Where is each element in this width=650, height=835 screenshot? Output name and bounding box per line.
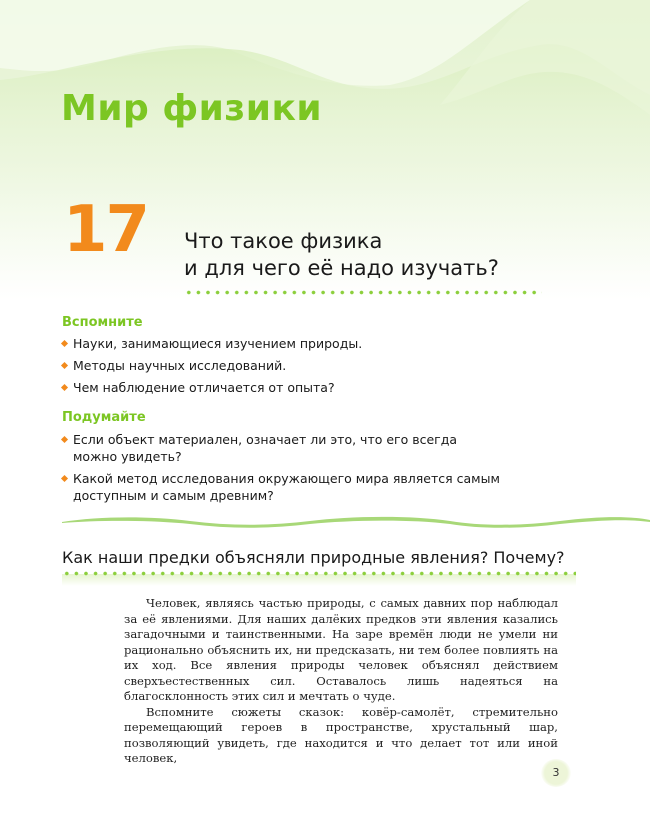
remember-heading: Вспомните	[62, 315, 143, 330]
think-list	[62, 431, 502, 509]
list-item: Чем наблюдение отличается от опыта?	[62, 379, 502, 396]
paragraph-title	[184, 228, 499, 282]
dotted-divider	[62, 571, 576, 576]
body-paragraph: Человек, являясь частью природы, с самых давних пор наблюдал за её явлениями. Для наших далёких предков эти явления казались загадочными и таинственными. На заре времён люди не умели ни рационально объяснить их, ни предсказать, ни тем более повлиять на их ход. Все явления природы человек объяснял действием сверхъестественных сил. Оставалось лишь надеяться на благосклонность этих сил и мечтать о чуде.	[124, 596, 558, 703]
list-item: Науки, занимающиеся изучением природы.	[62, 335, 502, 352]
diamond-bullet-icon	[61, 362, 68, 369]
diamond-bullet-icon	[61, 475, 68, 482]
body-paragraph: Вспомните сюжеты сказок: ковёр-самолёт, стремительно перемещающий героев в пространстве, хрустальный шар, позволяющий увидеть, где находится и что делает тот или иной человек,	[124, 704, 558, 765]
paragraph-number: 17	[63, 193, 149, 267]
list-item: Если объект материален, означает ли это, что его всегда можно увидеть?	[62, 431, 502, 465]
list-item: Методы научных исследований.	[62, 357, 502, 374]
dotted-divider	[184, 290, 542, 295]
page-number: 3	[541, 759, 571, 787]
diamond-bullet-icon	[61, 384, 68, 391]
paragraph-title-line-1: Что такое физика	[184, 229, 383, 253]
diamond-bullet-icon	[61, 436, 68, 443]
wavy-divider	[60, 512, 650, 532]
think-heading: Подумайте	[62, 410, 146, 425]
remember-list	[62, 335, 502, 401]
section-title: Мир физики	[61, 88, 323, 129]
list-item: Какой метод исследования окружающего мира является самым доступным и самым древним?	[62, 470, 502, 504]
diamond-bullet-icon	[61, 340, 68, 347]
subsection-heading: Как наши предки объясняли природные явления? Почему?	[62, 548, 565, 567]
body-text	[124, 596, 558, 767]
paragraph-title-line-2: и для чего её надо изучать?	[184, 256, 499, 280]
